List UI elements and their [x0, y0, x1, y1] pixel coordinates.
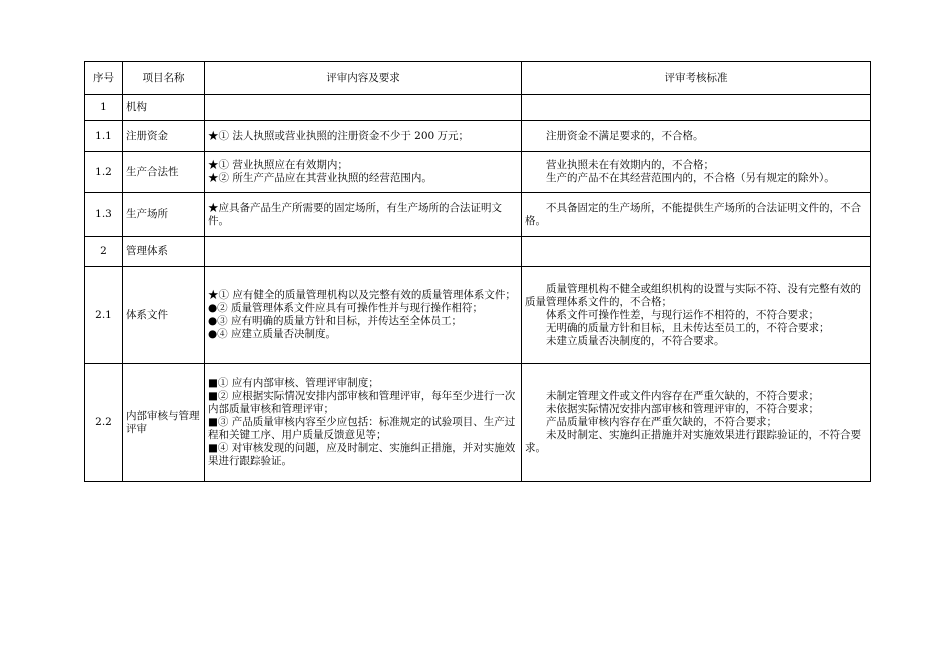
- content-line: ●④ 应建立质量否决制度。: [208, 328, 336, 340]
- standard-line: 体系文件可操作性差，与现行运作不相符的，不符合要求；: [546, 308, 819, 321]
- row-name: 内部审核与管理评审: [123, 364, 205, 482]
- row-name: 生产场所: [123, 193, 205, 237]
- row-standard: [522, 267, 871, 364]
- standard-line: 未及时制定、实施纠正措施并对实施效果进行跟踪验证的，不符合要求。: [525, 429, 861, 454]
- standard-line: 注册资金不满足要求的，不合格。: [546, 129, 704, 142]
- content-line: ■④ 对审核发现的问题，应及时制定、实施纠正措施，并对实施效果进行跟踪验证。: [208, 442, 516, 467]
- table-row: [85, 193, 871, 237]
- content-line: ■① 应有内部审核、管理评审制度；: [208, 377, 379, 389]
- content-line: ■② 应根据实际情况安排内部审核和管理评审，每年至少进行一次内部质量审核和管理评审；: [208, 390, 516, 415]
- content-line: ●③ 应有明确的质量方针和目标，并传达至全体员工；: [208, 315, 462, 327]
- row-name: 管理体系: [123, 237, 205, 267]
- table-row: [85, 237, 871, 267]
- row-name: 生产合法性: [123, 152, 205, 193]
- content-line: ■③ 产品质量审核内容至少应包括：标准规定的试验项目、生产过程和关键工序、用户质量反馈意见等；: [208, 416, 516, 441]
- table-header-row: [85, 62, 871, 95]
- row-content: [205, 152, 522, 193]
- row-content: [205, 193, 522, 237]
- standard-line: 未建立质量否决制度的，不符合要求。: [546, 334, 725, 347]
- header-standard: 评审考核标准: [522, 62, 871, 95]
- row-name: 机构: [123, 95, 205, 121]
- row-content: [205, 95, 522, 121]
- content-line: ★① 法人执照或营业执照的注册资金不少于 200 万元；: [208, 129, 470, 142]
- header-no: 序号: [85, 62, 123, 95]
- standard-line: 产品质量审核内容存在严重欠缺的，不符合要求；: [546, 416, 777, 428]
- table-row: [85, 95, 871, 121]
- row-no: 2.2: [85, 364, 123, 482]
- table-row: [85, 152, 871, 193]
- row-no: 2.1: [85, 267, 123, 364]
- standard-line: 营业执照未在有效期内的，不合格；: [546, 159, 714, 171]
- row-content: [205, 364, 522, 482]
- content-line: ★① 应有健全的质量管理机构以及完整有效的质量管理体系文件；: [208, 289, 516, 301]
- standard-line: 不具备固定的生产场所，不能提供生产场所的合法证明文件的，不合格。: [525, 201, 861, 227]
- table-row: [85, 267, 871, 364]
- row-standard: [522, 364, 871, 482]
- row-name: 体系文件: [123, 267, 205, 364]
- row-no: 1: [85, 95, 123, 121]
- standard-line: 未依据实际情况安排内部审核和管理评审的，不符合要求；: [546, 403, 819, 415]
- row-no: 1.2: [85, 152, 123, 193]
- row-content: [205, 267, 522, 364]
- content-line: ★应具备产品生产所需要的固定场所，有生产场所的合法证明文件。: [208, 201, 502, 227]
- row-no: 1.1: [85, 121, 123, 152]
- row-standard: [522, 95, 871, 121]
- standard-line: 无明确的质量方针和目标，且未传达至员工的，不符合要求；: [546, 321, 830, 334]
- standard-line: 未制定管理文件或文件内容存在严重欠缺的，不符合要求；: [546, 390, 819, 402]
- standard-line: 生产的产品不在其经营范围内的，不合格（另有规定的除外）。: [546, 172, 835, 184]
- standard-line: 质量管理机构不健全或组织机构的设置与实际不符、没有完整有效的质量管理体系文件的，不合格；: [525, 282, 861, 308]
- content-line: ★② 所生产产品应在其营业执照的经营范围内。: [208, 172, 432, 184]
- review-criteria-table: [84, 61, 871, 482]
- content-line: ★① 营业执照应在有效期内；: [208, 159, 348, 171]
- row-standard: [522, 121, 871, 152]
- header-content: 评审内容及要求: [205, 62, 522, 95]
- table-row: [85, 364, 871, 482]
- row-content: [205, 121, 522, 152]
- row-no: 2: [85, 237, 123, 267]
- row-name: 注册资金: [123, 121, 205, 152]
- table-row: [85, 121, 871, 152]
- row-standard: [522, 237, 871, 267]
- header-item-name: 项目名称: [123, 62, 205, 95]
- row-content: [205, 237, 522, 267]
- content-line: ●② 质量管理体系文件应具有可操作性并与现行操作相符；: [208, 302, 483, 314]
- row-standard: [522, 152, 871, 193]
- row-standard: [522, 193, 871, 237]
- row-no: 1.3: [85, 193, 123, 237]
